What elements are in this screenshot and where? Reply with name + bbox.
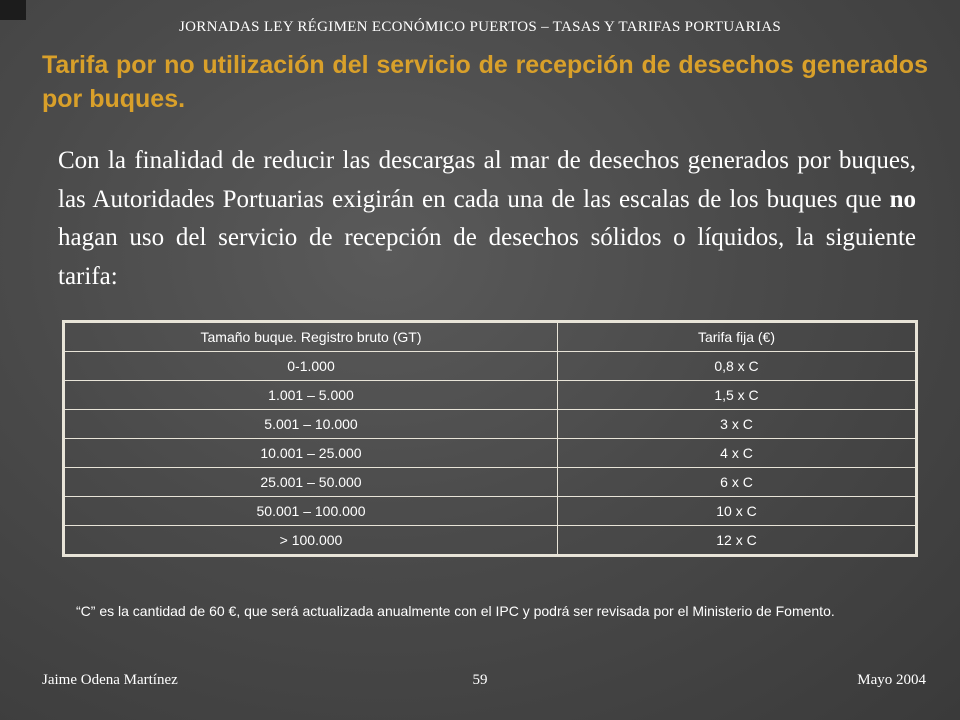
footnote: “C” es la cantidad de 60 €, que será actualizada anualmente con el IPC y podrá ser revisada por el Ministerio de Fomento. [76, 603, 835, 619]
cell-size: > 100.000 [64, 526, 558, 556]
cell-tariff: 1,5 x C [558, 381, 917, 410]
cell-tariff: 0,8 x C [558, 352, 917, 381]
table-row [64, 352, 917, 381]
cell-size: 10.001 – 25.000 [64, 439, 558, 468]
column-header-size: Tamaño buque. Registro bruto (GT) [64, 322, 558, 352]
corner-block [0, 0, 26, 20]
cell-tariff: 4 x C [558, 439, 917, 468]
column-header-tariff: Tarifa fija (€) [558, 322, 917, 352]
table-row [64, 381, 917, 410]
cell-tariff: 12 x C [558, 526, 917, 556]
slide-header: JORNADAS LEY RÉGIMEN ECONÓMICO PUERTOS – TASAS Y TARIFAS PORTUARIAS [179, 19, 781, 35]
body-paragraph [58, 142, 916, 296]
footer-date: Mayo 2004 [857, 672, 926, 688]
table-header-row [64, 322, 917, 352]
body-bold-word: no [889, 185, 916, 213]
slide-title: Tarifa por no utilización del servicio de recepción de desechos generados por buques. [42, 51, 928, 113]
table-row [64, 526, 917, 556]
cell-size: 1.001 – 5.000 [64, 381, 558, 410]
footer-page-number: 59 [472, 672, 488, 688]
cell-size: 50.001 – 100.000 [64, 497, 558, 526]
cell-size: 5.001 – 10.000 [64, 410, 558, 439]
body-text-part1: Con la finalidad de reducir las descargas al mar de desechos generados por buques, las Autoridades Portuarias exigirán en cada una de las escalas de los buques que [58, 147, 916, 213]
table-row [64, 497, 917, 526]
cell-tariff: 6 x C [558, 468, 917, 497]
footer-author: Jaime Odena Martínez [42, 672, 178, 688]
table-row [64, 410, 917, 439]
body-text-part2: hagan uso del servicio de recepción de desechos sólidos o líquidos, la siguiente tarifa: [58, 224, 916, 290]
cell-tariff: 3 x C [558, 410, 917, 439]
tariff-table [62, 320, 918, 557]
table-row [64, 468, 917, 497]
cell-size: 0-1.000 [64, 352, 558, 381]
cell-tariff: 10 x C [558, 497, 917, 526]
cell-size: 25.001 – 50.000 [64, 468, 558, 497]
table-row [64, 439, 917, 468]
